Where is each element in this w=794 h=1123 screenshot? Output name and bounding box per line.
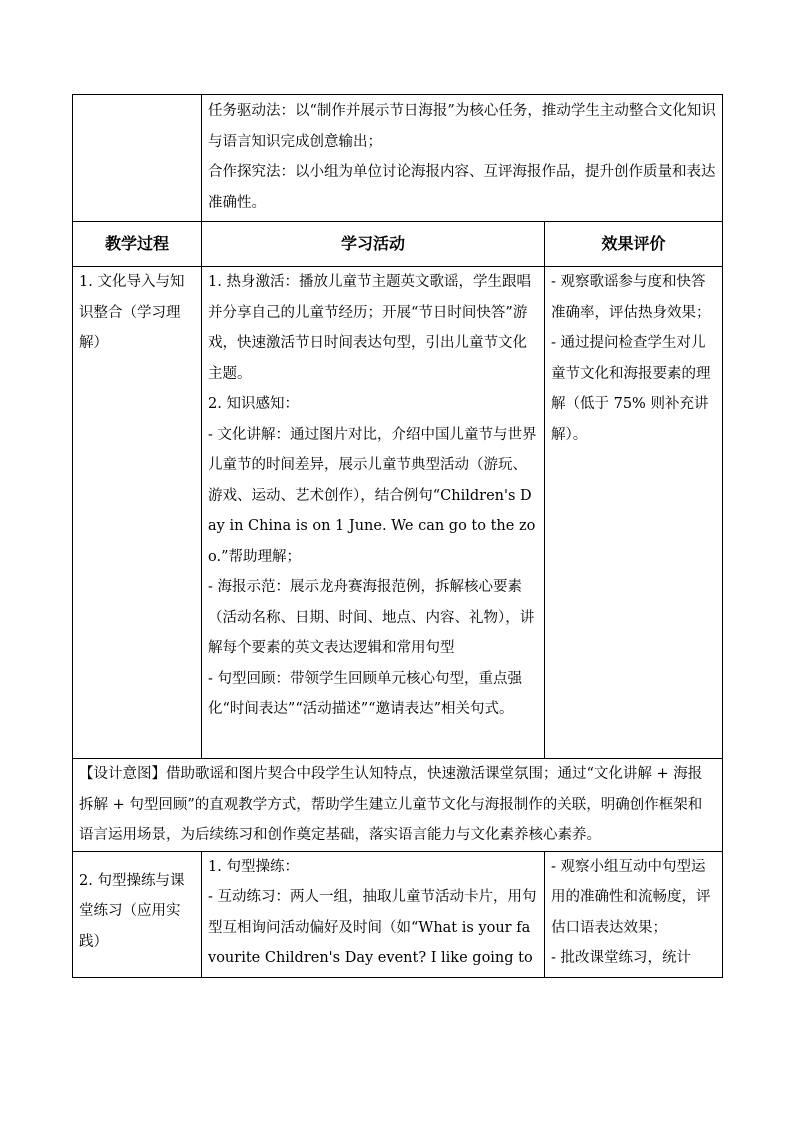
methods-cell (202, 95, 723, 222)
methods-row (73, 95, 723, 222)
header-process: 教学过程 (73, 222, 202, 267)
evaluation-observe: - 观察歌谣参与度和快答准确率，评估热身效果； (551, 274, 711, 321)
method-task-driven: 任务驱动法：以“制作并展示节日海报”为核心任务，推动学生主动整合文化知识与语言知识完成创意输出； (208, 103, 716, 150)
section2-evaluation (545, 851, 723, 977)
section2-row (73, 851, 723, 977)
lesson-plan-table (72, 94, 723, 978)
section1-row (73, 267, 723, 759)
section2-activities (202, 851, 545, 977)
activity-poster-demo: - 海报示范：展示龙舟赛海报范例，拆解核心要素（活动名称、日期、时间、地点、内容、礼物），讲解每个要素的英文表达逻辑和常用句型 (208, 579, 535, 656)
section2-stage: 2. 句型操练与课堂练习（应用实践） (73, 851, 202, 977)
evaluation-questioning: - 通过提问检查学生对儿童节文化和海报要素的理解（低于 75% 则补充讲解）。 (551, 335, 711, 443)
section1-activities (202, 267, 545, 759)
activity-pair-practice: - 互动练习：两人一组，抽取儿童节活动卡片，用句型互相询问活动偏好及时间（如“What is your favourite Children's Day event? I like going to (208, 889, 537, 966)
evaluation-grading: - 批改课堂练习，统计 (551, 950, 692, 966)
header-evaluation: 效果评价 (545, 222, 723, 267)
activity-pattern-review: - 句型回顾：带领学生回顾单元核心句型，重点强化“时间表达”“活动描述”“邀请表达”相关句式。 (208, 670, 523, 717)
header-row (73, 222, 723, 267)
methods-blank-cell (73, 95, 202, 222)
design-intent-row (73, 759, 723, 852)
activity-warmup: 1. 热身激活：播放儿童节主题英文歌谣，学生跟唱并分享自己的儿童节经历；开展“节日时间快答”游戏，快速激活节日时间表达句型，引出儿童节文化主题。 (208, 274, 531, 382)
evaluation-group-observe: - 观察小组互动中句型运用的准确性和流畅度，评估口语表达效果； (551, 858, 711, 936)
activity-culture-explain: - 文化讲解：通过图片对比，介绍中国儿童节与世界儿童节的时间差异，展示儿童节典型活动（游玩、游戏、运动、艺术创作），结合例句“Children's Day in China is on 1 June. We can go to the zoo.”帮助理解； (208, 426, 537, 565)
section1-stage: 1. 文化导入与知识整合（学习理解） (73, 267, 202, 759)
method-cooperative: 合作探究法：以小组为单位讨论海报内容、互评海报作品，提升创作质量和表达准确性。 (208, 164, 716, 211)
activity-perception-heading: 2. 知识感知： (208, 396, 299, 412)
design-intent: 【设计意图】借助歌谣和图片契合中段学生认知特点，快速激活课堂氛围；通过“文化讲解 + 海报拆解 + 句型回顾”的直观教学方式，帮助学生建立儿童节文化与海报制作的关联，明确创作框架和语言运用场景，为后续练习和创作奠定基础，落实语言能力与文化素养核心素养。 (73, 759, 723, 852)
header-activities: 学习活动 (202, 222, 545, 267)
section1-evaluation (545, 267, 723, 759)
activity-drill-heading: 1. 句型操练： (208, 858, 299, 875)
